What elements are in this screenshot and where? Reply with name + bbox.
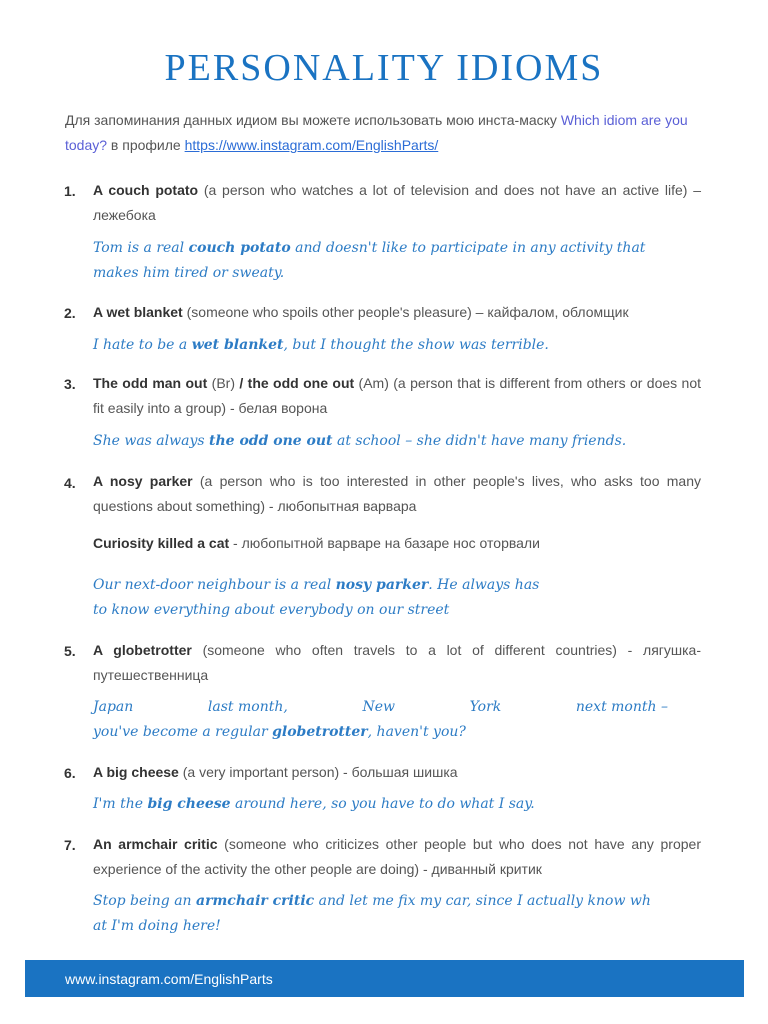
idiom-term-alt: / the odd one out	[239, 375, 355, 391]
example-text: Tom is a real	[93, 240, 189, 256]
proverb-translation: - любопытной варваре на базаре нос оторвали	[229, 535, 540, 551]
example-text: at school – she didn't have many friends.	[332, 433, 627, 449]
example-idiom: globetrotter	[272, 724, 368, 740]
idiom-example	[93, 429, 693, 454]
idiom-description: (someone who often travels to a lot of different countries) - лягушка-путешественница	[93, 642, 701, 683]
example-text-line2: at I'm doing here!	[93, 918, 221, 934]
idiom-example	[93, 333, 693, 358]
idiom-definition	[93, 469, 701, 519]
mask-name: Which idiom are you today?	[65, 112, 688, 153]
example-text: you've become a regular	[93, 724, 273, 740]
example-text: , but I thought the show was terrible.	[283, 337, 549, 353]
idiom-description: (a person who is too interested in other people's lives, who asks too many questions about something) - любопытная варвара	[93, 473, 701, 514]
example-idiom: armchair critic	[196, 893, 315, 909]
idiom-description: (a person who watches a lot of television and does not have an active life) – лежебока	[93, 182, 701, 223]
related-proverb	[93, 535, 540, 551]
idiom-description: (a very important person) - большая шишка	[178, 764, 458, 780]
example-idiom: couch potato	[188, 240, 291, 256]
example-idiom: wet blanket	[191, 337, 284, 353]
intro-text-2: в профиле	[107, 137, 185, 153]
item-number: 1.	[64, 183, 76, 199]
example-text: I hate to be a	[93, 337, 192, 353]
idiom-term: A wet blanket	[93, 304, 183, 320]
example-word: last month,	[207, 699, 288, 715]
example-word: Japan	[93, 699, 134, 715]
example-text: . He always has	[428, 577, 540, 593]
item-number: 4.	[64, 475, 76, 491]
idiom-term: A couch potato	[93, 182, 199, 198]
example-text: and doesn't like to participate in any activity that makes him tired or sweaty.	[93, 240, 646, 281]
idiom-definition	[93, 178, 701, 228]
item-number: 7.	[64, 837, 76, 853]
idiom-definition	[93, 832, 701, 882]
idiom-definition	[93, 638, 701, 688]
intro-paragraph	[65, 108, 715, 158]
example-idiom: nosy parker	[335, 577, 429, 593]
idiom-term: An armchair critic	[93, 836, 218, 852]
idiom-term: A globetrotter	[93, 642, 192, 658]
idiom-example	[93, 236, 693, 286]
idiom-term: A nosy parker	[93, 473, 193, 489]
item-number: 5.	[64, 643, 76, 659]
instagram-link[interactable]: https://www.instagram.com/EnglishParts/	[184, 137, 439, 153]
example-word: next month –	[575, 699, 668, 715]
example-idiom: the odd one out	[209, 433, 333, 449]
item-number: 6.	[64, 765, 76, 781]
example-word: York	[469, 699, 502, 715]
idiom-example	[93, 695, 693, 745]
footer-link[interactable]: www.instagram.com/EnglishParts	[65, 971, 273, 987]
intro-text: Для запоминания данных идиом вы можете использовать мою инста-маску	[65, 112, 561, 128]
idiom-term: The odd man out	[93, 375, 208, 391]
example-idiom: big cheese	[147, 796, 231, 812]
footer-bar	[25, 960, 744, 997]
example-line-1	[93, 695, 668, 720]
example-word: New	[362, 699, 395, 715]
example-text: around here, so you have to do what I say.	[230, 796, 535, 812]
idiom-term: A big cheese	[93, 764, 179, 780]
idiom-definition	[93, 760, 701, 785]
item-number: 3.	[64, 376, 76, 392]
idiom-region: (Br)	[207, 375, 240, 391]
proverb-term: Curiosity killed a cat	[93, 535, 230, 551]
page-title: PERSONALITY IDIOMS	[164, 47, 604, 89]
idiom-description: (Am) (a person that is different from others or does not fit easily into a group) - белая ворона	[93, 375, 702, 416]
idiom-example	[93, 792, 693, 817]
example-text: She was always	[93, 433, 210, 449]
example-text: , haven't you?	[367, 724, 466, 740]
idiom-description: (someone who spoils other people's pleasure) – кайфалом, обломщик	[182, 304, 629, 320]
idiom-description: (someone who criticizes other people but who does not have any proper experience of the activity the other people are doing) - диванный критик	[93, 836, 701, 877]
example-text: and let me fix my car, since I actually know wh	[314, 893, 651, 909]
example-text: I'm the	[93, 796, 148, 812]
idiom-example	[93, 889, 693, 939]
example-text: Our next-door neighbour is a real	[93, 577, 336, 593]
example-text: Stop being an	[93, 893, 197, 909]
item-number: 2.	[64, 305, 76, 321]
idiom-example	[93, 573, 693, 623]
example-text-line2: to know everything about everybody on our street	[93, 602, 450, 618]
idiom-definition	[93, 300, 701, 325]
idiom-definition	[93, 371, 701, 421]
